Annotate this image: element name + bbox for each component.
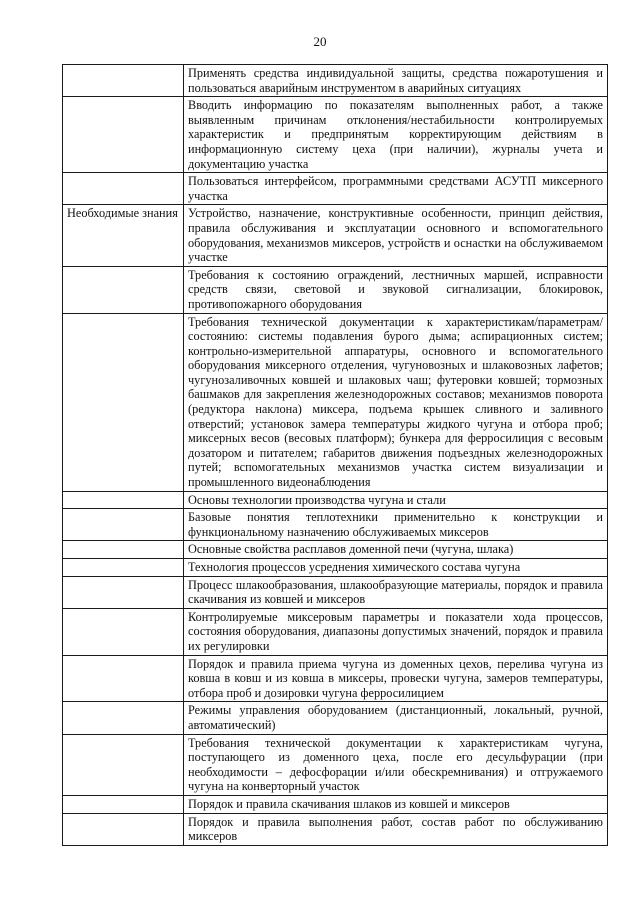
- table-row: [63, 205, 608, 266]
- table-row: [63, 608, 608, 655]
- row-label: [63, 734, 184, 795]
- table-row: [63, 576, 608, 608]
- row-label: [63, 576, 184, 608]
- table-row: [63, 97, 608, 173]
- row-text: Процесс шлакообразования, шлакообразующие материалы, порядок и правила скачивания из ковшей и миксеров: [184, 576, 608, 608]
- row-text: Основные свойства расплавов доменной печи (чугуна, шлака): [184, 541, 608, 559]
- row-text: Требования технической документации к характеристикам чугуна, поступающего из доменного цеха, после его десульфурации (при необходимости – дефосфорации и/или обескремнивания) и отгружаемого чугуна на конверторный участок: [184, 734, 608, 795]
- row-label: [63, 173, 184, 205]
- table-row: [63, 702, 608, 734]
- row-label: [63, 702, 184, 734]
- row-text: Технология процессов усреднения химического состава чугуна: [184, 559, 608, 577]
- row-label: [63, 509, 184, 541]
- table-row: [63, 313, 608, 491]
- table-row: [63, 559, 608, 577]
- row-text: Порядок и правила приема чугуна из доменных цехов, перелива чугуна из ковша в ковш и из ковша в миксеры, провески чугуна, замеров температуры, отбора проб и дозировки чугуна ферросилицием: [184, 655, 608, 702]
- row-label: [63, 266, 184, 313]
- row-label: [63, 313, 184, 491]
- row-text: Основы технологии производства чугуна и стали: [184, 491, 608, 509]
- row-text: Порядок и правила выполнения работ, состав работ по обслуживанию миксеров: [184, 813, 608, 845]
- table-row: [63, 795, 608, 813]
- competency-table: [62, 64, 608, 846]
- table-row: [63, 491, 608, 509]
- row-text: Применять средства индивидуальной защиты, средства пожаротушения и пользоваться аварийным инструментом в аварийных ситуациях: [184, 65, 608, 97]
- section-label-knowledge: Необходимые знания: [63, 205, 184, 266]
- row-text: Пользоваться интерфейсом, программными средствами АСУТП миксерного участка: [184, 173, 608, 205]
- table-row: [63, 173, 608, 205]
- table-row: [63, 734, 608, 795]
- row-label: [63, 97, 184, 173]
- row-text: Контролируемые миксеровым параметры и показатели хода процессов, состояния оборудования, диапазоны допустимых значений, порядок и правила их регулировки: [184, 608, 608, 655]
- page-number: 20: [313, 34, 327, 49]
- row-text: Базовые понятия теплотехники применительно к конструкции и функциональному назначению обслуживаемых миксеров: [184, 509, 608, 541]
- row-label: [63, 608, 184, 655]
- row-label: [63, 655, 184, 702]
- row-label: [63, 813, 184, 845]
- table-row: [63, 813, 608, 845]
- row-text: Устройство, назначение, конструктивные особенности, принцип действия, правила обслуживания и эксплуатации основного и вспомогательного оборудования, механизмов миксеров, устройств и оснастки на обслуживаемом участке: [184, 205, 608, 266]
- row-text: Режимы управления оборудованием (дистанционный, локальный, ручной, автоматический): [184, 702, 608, 734]
- row-label: [63, 65, 184, 97]
- row-label: [63, 795, 184, 813]
- row-label: [63, 541, 184, 559]
- row-text: Требования к состоянию ограждений, лестничных маршей, исправности средств связи, световой и звуковой сигнализации, блокировок, противопожарного оборудования: [184, 266, 608, 313]
- table-row: [63, 541, 608, 559]
- row-text: Требования технической документации к характеристикам/параметрам/состоянию: системы подавления бурого дыма; аспирационных систем; контрольно-измерительной аппаратуры, основного и вспомогательного оборудования миксерного отделения, чугуновозных и шлаковозных лафетов; чугунозаливочных ковшей и шлаковых чаш; футеровки ковшей; тормозных башмаков для закрепления железнодорожных составов; механизмов поворота (редуктора наклона) миксера, подъема крышек сливного и заливного отверстий; установок замера температуры жидкого чугуна и отбора проб; миксерных весов (весовых платформ); бункера для ферросилиция с весовым дозатором и питателем; габаритов движения подъездных железнодорожных путей; вспомогательных механизмов участка систем визуализации и промышленного видеонаблюдения: [184, 313, 608, 491]
- row-text: Вводить информацию по показателям выполненных работ, а также выявленным причинам отклонения/нестабильности контролируемых характеристик и предпринятым корректирующим действиям в информационную систему цеха (при наличии), журналы учета и документацию участка: [184, 97, 608, 173]
- table-row: [63, 65, 608, 97]
- row-text: Порядок и правила скачивания шлаков из ковшей и миксеров: [184, 795, 608, 813]
- table-row: [63, 266, 608, 313]
- row-label: [63, 491, 184, 509]
- row-label: [63, 559, 184, 577]
- table-row: [63, 655, 608, 702]
- table-row: [63, 509, 608, 541]
